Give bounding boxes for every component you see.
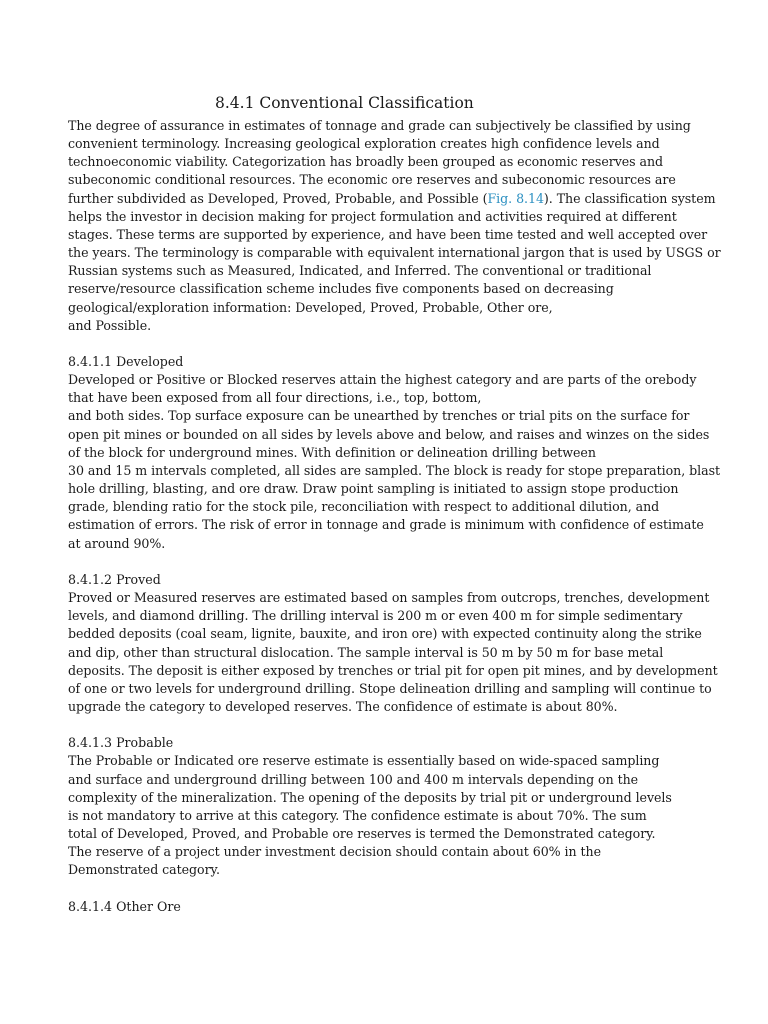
- proved-line: levels, and diamond drilling. The drilling interval is 200 m or even 400 m for simple sedimentary: [68, 608, 683, 624]
- intro-paragraph: [68, 117, 758, 335]
- intro-line: helps the investor in decision making for project formulation and activities required at different: [68, 208, 677, 224]
- intro-line: geological/exploration information: Developed, Proved, Probable, Other ore,: [68, 299, 553, 315]
- intro-line-with-link: [68, 190, 758, 208]
- intro-line: convenient terminology. Increasing geological exploration creates high confidence levels and: [68, 136, 660, 152]
- probable-line: complexity of the mineralization. The opening of the deposits by trial pit or underground levels: [68, 789, 672, 805]
- proved-line: Proved or Measured reserves are estimated based on samples from outcrops, trenches, development: [68, 590, 710, 606]
- proved-line: upgrade the category to developed reserves. The confidence of estimate is about 80%.: [68, 698, 618, 714]
- paragraph-gap: [68, 716, 758, 734]
- subsection-title: 8.4.1.2 Proved: [68, 571, 161, 587]
- probable-line: The reserve of a project under investment decision should contain about 60% in the: [68, 844, 601, 860]
- probable-line: and surface and underground drilling between 100 and 400 m intervals depending on the: [68, 771, 639, 787]
- link-suffix-text: ). The classification system: [543, 190, 716, 206]
- intro-line: the years. The terminology is comparable with equivalent international jargon that is used by USGS or: [68, 245, 721, 261]
- developed-section: [68, 353, 758, 553]
- subsection-title: 8.4.1.1 Developed: [68, 354, 184, 370]
- developed-line: of the block for underground mines. With definition or delineation drilling between: [68, 444, 596, 460]
- proved-line: of one or two levels for underground drilling. Stope delineation drilling and sampling will continue to: [68, 680, 712, 696]
- probable-section: [68, 734, 758, 879]
- probable-line: is not mandatory to arrive at this category. The confidence estimate is about 70%. The sum: [68, 807, 647, 823]
- developed-line: at around 90%.: [68, 535, 166, 551]
- intro-line: technoeconomic viability. Categorization has broadly been grouped as economic reserves and: [68, 154, 664, 170]
- subsection-title: 8.4.1.4 Other Ore: [68, 898, 181, 914]
- intro-line: subeconomic conditional resources. The economic ore reserves and subeconomic resources are: [68, 172, 676, 188]
- probable-line: total of Developed, Proved, and Probable ore reserves is termed the Demonstrated category.: [68, 826, 656, 842]
- intro-line: and Possible.: [68, 317, 152, 333]
- paragraph-gap: [68, 553, 758, 571]
- other-ore-section: [68, 898, 758, 916]
- probable-line: The Probable or Indicated ore reserve estimate is essentially based on wide-spaced sampling: [68, 753, 660, 769]
- developed-line: grade, blending ratio for the stock pile, reconciliation with respect to additional dilution, and: [68, 499, 660, 515]
- developed-line: open pit mines or bounded on all sides by levels above and below, and raises and winzes on the sides: [68, 426, 710, 442]
- subsection-title: 8.4.1.3 Probable: [68, 735, 174, 751]
- proved-line: and dip, other than structural dislocation. The sample interval is 50 m by 50 m for base metal: [68, 644, 664, 660]
- intro-line: stages. These terms are supported by experience, and have been time tested and well accepted over: [68, 226, 708, 242]
- intro-line: Russian systems such as Measured, Indicated, and Inferred. The conventional or traditional: [68, 263, 652, 279]
- developed-line: that have been exposed from all four directions, i.e., top, bottom,: [68, 390, 482, 406]
- probable-line: Demonstrated category.: [68, 862, 220, 878]
- developed-line: 30 and 15 m intervals completed, all sides are sampled. The block is ready for stope preparation, blast: [68, 462, 720, 478]
- proved-line: bedded deposits (coal seam, lignite, bauxite, and iron ore) with expected continuity along the strike: [68, 626, 702, 642]
- developed-line: Developed or Positive or Blocked reserves attain the highest category and are parts of the orebody: [68, 372, 697, 388]
- figure-reference-link[interactable]: Fig. 8.14: [487, 190, 544, 206]
- proved-section: [68, 571, 758, 716]
- intro-line: The degree of assurance in estimates of tonnage and grade can subjectively be classified by using: [68, 118, 691, 133]
- paragraph-gap: [68, 880, 758, 898]
- document-page: [68, 93, 758, 916]
- link-prefix-text: further subdivided as Developed, Proved, Probable, and Possible (: [68, 190, 488, 206]
- section-heading: 8.4.1 Conventional Classification: [215, 94, 474, 112]
- developed-line: estimation of errors. The risk of error in tonnage and grade is minimum with confidence of estimate: [68, 517, 704, 533]
- developed-line: hole drilling, blasting, and ore draw. Draw point sampling is initiated to assign stope production: [68, 481, 679, 497]
- proved-line: deposits. The deposit is either exposed by trenches or trial pit for open pit mines, and by development: [68, 662, 718, 678]
- paragraph-gap: [68, 335, 758, 353]
- developed-line: and both sides. Top surface exposure can be unearthed by trenches or trial pits on the surface for: [68, 408, 690, 424]
- intro-line: reserve/resource classification scheme includes five components based on decreasing: [68, 281, 614, 297]
